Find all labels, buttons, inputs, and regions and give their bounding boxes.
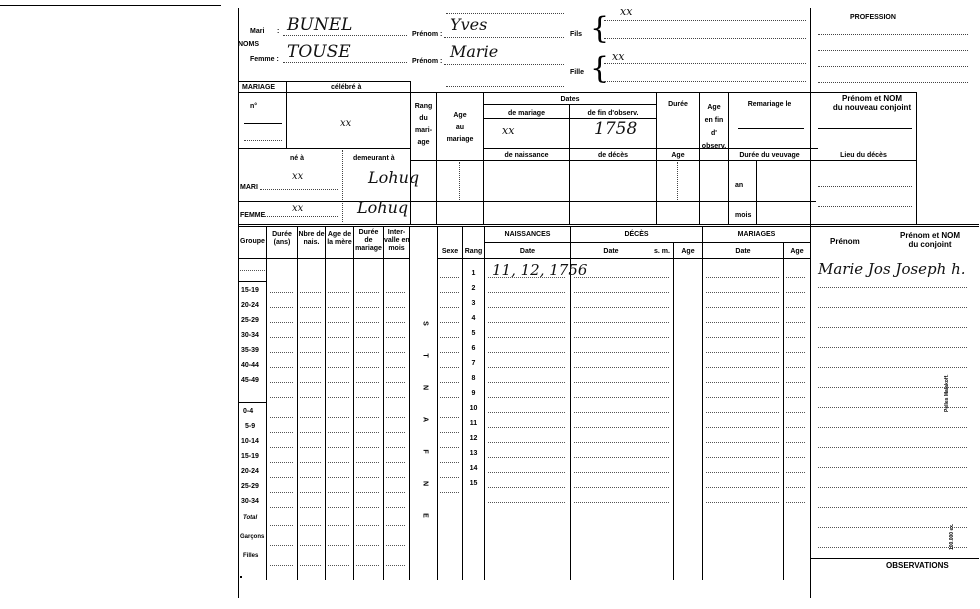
rank-number: 8 xyxy=(471,375,476,382)
nbre-nais-header: Nbre de nais. xyxy=(298,231,325,246)
deces-age-header: Age xyxy=(681,248,695,255)
ne-a-label: né à xyxy=(290,155,305,162)
side-text-printer: Pelles Malakoff. xyxy=(944,374,950,412)
mariages-date-header: Date xyxy=(735,248,751,255)
femme-prenom-label: Prénom : xyxy=(412,58,443,65)
remariage-label: Remariage le xyxy=(747,101,792,108)
group-label: 30-34 xyxy=(241,498,259,505)
group-label: 15-19 xyxy=(241,287,259,294)
prenom-header: Prénom xyxy=(830,237,860,246)
mois-label: mois xyxy=(735,212,752,219)
group-label: Filles xyxy=(243,553,259,559)
noms-label: NOMS xyxy=(238,41,259,48)
age-mere-header: Age de la mère xyxy=(327,231,352,246)
mari-ne-a: xx xyxy=(292,171,304,182)
enfants-letter: S xyxy=(421,321,429,326)
age-mariage-label: Age au mariage xyxy=(446,112,474,143)
rank-number: 2 xyxy=(471,285,476,292)
de-mariage-value: xx xyxy=(502,124,515,137)
rank-number: 6 xyxy=(471,345,476,352)
no-label: n° xyxy=(250,103,258,110)
intervalle-header: Inter- valle en mois xyxy=(384,229,410,252)
duree-mariage-header: Durée de mariage xyxy=(355,229,382,252)
rank-number: 7 xyxy=(471,360,476,367)
femme-nom: TOUSE xyxy=(287,42,351,62)
rank-number: 4 xyxy=(471,315,476,322)
mari-row-label: MARI xyxy=(240,184,258,191)
mari-label: Mari xyxy=(250,28,265,35)
group-label: 45-49 xyxy=(241,377,259,384)
de-naissance-label: de naissance xyxy=(504,152,549,159)
celebre-mark: xx xyxy=(340,118,352,129)
group-label: 35-39 xyxy=(241,347,259,354)
de-mariage-label: de mariage xyxy=(508,110,545,117)
group-label: 30-34 xyxy=(241,332,259,339)
group-label: Total xyxy=(243,515,258,521)
mari-prenom: Yves xyxy=(450,15,488,34)
nouveau-conjoint-label: Prénom et NOM du nouveau conjoint xyxy=(832,94,912,112)
rank-number: 5 xyxy=(471,330,476,337)
rank-number: 12 xyxy=(469,435,478,442)
deces-date-header: Date xyxy=(603,248,619,255)
mari-nom: BUNEL xyxy=(287,15,353,35)
group-label: 20-24 xyxy=(241,468,259,475)
duree-veuvage-label: Durée du veuvage xyxy=(739,152,800,159)
rank-number: 9 xyxy=(471,390,476,397)
de-deces-label: de décès xyxy=(598,152,628,159)
sexe-header: Sexe xyxy=(441,248,459,255)
enfants-letter: N xyxy=(421,384,429,391)
profession-label: PROFESSION xyxy=(850,14,896,21)
mari-demeurant: Lohuq xyxy=(368,168,420,187)
group-label: 5-9 xyxy=(245,423,256,430)
fils-mark: xx xyxy=(620,5,633,18)
age-fin-label: Age en fin d' observ. xyxy=(701,104,727,150)
groupe-header: Groupe xyxy=(240,238,265,245)
naissance-date-header: Date xyxy=(519,248,536,255)
group-label: 20-24 xyxy=(241,302,259,309)
femme-label: Femme : xyxy=(250,56,279,63)
femme-prenom: Marie xyxy=(450,42,499,61)
age-label: Age xyxy=(671,152,685,159)
group-label: 40-44 xyxy=(241,362,259,369)
demeurant-label: demeurant à xyxy=(353,155,395,162)
femme-ne-a: xx xyxy=(292,203,304,214)
rank-number: 3 xyxy=(471,300,476,307)
an-label: an xyxy=(735,182,744,189)
fin-observ-value: 1758 xyxy=(594,119,638,139)
enfants-letter: T xyxy=(421,353,429,358)
fils-label: Fils xyxy=(570,31,583,38)
group-label: 0-4 xyxy=(243,408,254,415)
child1-prenom: Marie Jos Joseph h. xyxy=(818,260,966,278)
rang-header: Rang xyxy=(464,248,483,255)
prenom-nom-conjoint-header: Prénom et NOM du conjoint xyxy=(899,231,960,249)
deces-header: DÉCÈS xyxy=(624,231,649,238)
rank-number: 1 xyxy=(471,270,476,277)
family-reconstitution-form: Mari : NOMS Femme : BUNEL TOUSE Prénom : Prénom : Yves Marie Fils Fille { { xx xx PROFESSION MARIAGE célébré à n° xx Rang du mari- age Age au mariage Dates de mariage de fin d'observ. xx 1758 Durée Age en fin d' observ. Remariage le Prénom et NOM du nouveau conjoint né à demeurant à de naissance de décès Age Durée du veuvage Lieu du décès an mois MARI xx Lohuq FEMME xx Lohuq Groupe Durée (ans) Nbre de nais. Age de la mère Durée de mariage Inter- valle en mois Sexe Rang NAISSANCES Date DÉCÈS Date s. m. Age MARIAGES Date Age Prénom Prénom et NOM du conjoint 15-19 20-24 25-29 30-34 35-39 40-44 45-49 0-4 5-9 10-14 15-19 20-24 25-29 30-34 Total Garçons Filles 1 2 3 4 5 6 7 8 9 10 11 12 13 14 15 S T N A F N E 11, 12, 1756 Marie Jos Joseph h. OBSERVATIONS Pelles Malakoff. 100.000 ex. xyxy=(0,0,980,609)
group-label: 25-29 xyxy=(241,483,259,490)
rank-number: 11 xyxy=(469,420,478,427)
mari-prenom-label: Prénom : xyxy=(412,31,443,38)
side-text-copies: 100.000 ex. xyxy=(949,523,955,550)
group-label: 25-29 xyxy=(241,317,259,324)
group-label: 15-19 xyxy=(241,453,259,460)
sm-header: s. m. xyxy=(654,248,670,255)
duree-label: Durée xyxy=(668,101,688,108)
celebre-label: célébré à xyxy=(331,84,362,91)
mariages-age-header: Age xyxy=(790,248,804,255)
dates-label: Dates xyxy=(560,96,580,103)
enfants-letter: N xyxy=(421,480,429,487)
duree-ans-header: Durée (ans) xyxy=(272,231,292,246)
fin-observ-label: de fin d'observ. xyxy=(587,110,639,117)
child1-birth-date: 11, 12, 1756 xyxy=(492,261,588,279)
enfants-letter: A xyxy=(421,416,429,423)
rank-number: 14 xyxy=(469,465,478,472)
group-label: Garçons xyxy=(240,534,265,540)
mariages-header: MARIAGES xyxy=(737,231,776,238)
femme-row-label: FEMME xyxy=(240,212,266,219)
rank-number: 15 xyxy=(469,480,478,487)
femme-demeurant: Lohuq xyxy=(357,198,409,217)
lieu-deces-label: Lieu du décès xyxy=(840,152,887,159)
enfants-letter: F xyxy=(421,449,429,454)
fille-label: Fille xyxy=(570,69,585,76)
fille-mark: xx xyxy=(612,50,625,63)
group-label: 10-14 xyxy=(241,438,259,445)
observations-label: OBSERVATIONS xyxy=(886,561,949,570)
rank-number: 13 xyxy=(469,450,478,457)
mariage-label: MARIAGE xyxy=(242,84,276,91)
rank-number: 10 xyxy=(469,405,478,412)
enfants-letter: E xyxy=(421,513,429,518)
rang-mariage-label: Rang du mari- age xyxy=(414,103,433,146)
naissances-header: NAISSANCES xyxy=(504,231,551,238)
